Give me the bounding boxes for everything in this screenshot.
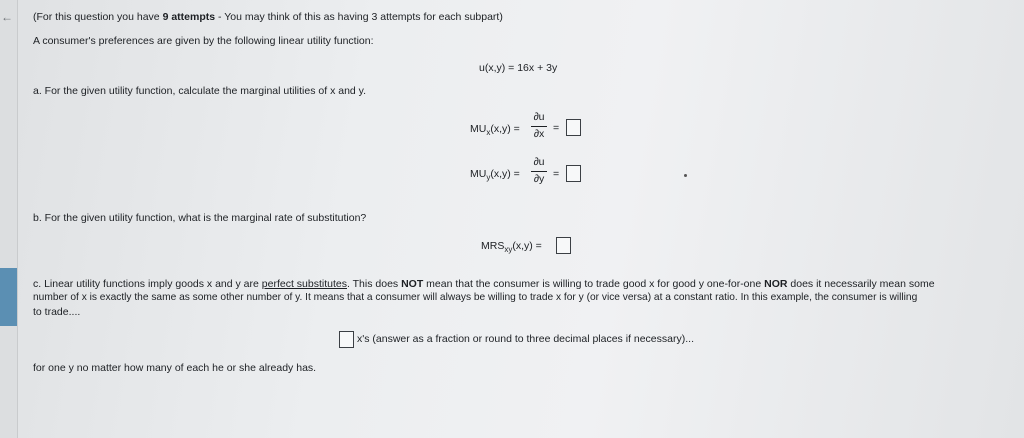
arrow-left-icon[interactable]: ← <box>1 10 13 24</box>
part-b-prompt: b. For the given utility function, what is the marginal rate of substitution? <box>33 212 367 224</box>
muy-answer-input[interactable] <box>566 165 581 182</box>
fraction-bar-x <box>531 126 547 127</box>
answer-instructions: x's (answer as a fraction or round to three decimal places if necessary)... <box>357 333 694 345</box>
fraction-bar-y <box>531 171 547 172</box>
utility-function: u(x,y) = 16x + 3y <box>479 62 558 74</box>
sidebar-highlight <box>0 268 17 326</box>
part-c-line-3: to trade.... <box>33 306 81 318</box>
attempts-notice: (For this question you have 9 attempts - You may think of this as having 3 attempts for each subpart) <box>33 11 503 23</box>
mrs-answer-input[interactable] <box>556 237 571 254</box>
mux-label: $MU_x(x,y)$ = <box>470 123 520 138</box>
perfect-substitutes-link[interactable]: perfect substitutes <box>261 278 347 290</box>
partial-u-numerator-x: ∂u <box>533 111 545 123</box>
partial-y-denominator: ∂y <box>533 173 545 185</box>
part-a-prompt: a. For the given utility function, calculate the marginal utilities of x and y. <box>33 85 367 97</box>
partial-x-denominator: ∂x <box>533 128 545 140</box>
partial-u-numerator-y: ∂u <box>533 156 545 168</box>
part-c-line-2: number of x is exactly the same as some other number of y. It means that a consumer will always be willing to trade x for y (or vice versa) at a constant ratio. In this example, the consumer is willing <box>33 292 918 303</box>
trade-ratio-answer-input[interactable] <box>339 331 354 348</box>
mrs-label: $MRS_{xy}(x,y)$ = <box>481 240 542 255</box>
mux-answer-input[interactable] <box>566 119 581 136</box>
equals-sign-y: = <box>553 168 560 180</box>
left-sidebar <box>0 0 17 438</box>
muy-label: $MU_y(x,y)$ = <box>470 168 520 183</box>
equals-sign-x: = <box>553 122 560 134</box>
sidebar-divider <box>17 0 18 438</box>
closing-text: for one y no matter how many of each he or she already has. <box>33 362 317 374</box>
intro-text: A consumer's preferences are given by the following linear utility function: <box>33 35 374 47</box>
stray-mark <box>684 174 687 177</box>
part-c-line-1: c. Linear utility functions imply goods x and y are perfect substitutes. This does NOT mean that the consumer is willing to trade good x for good y one-for-one NOR does it necessarily mean some <box>33 278 935 290</box>
